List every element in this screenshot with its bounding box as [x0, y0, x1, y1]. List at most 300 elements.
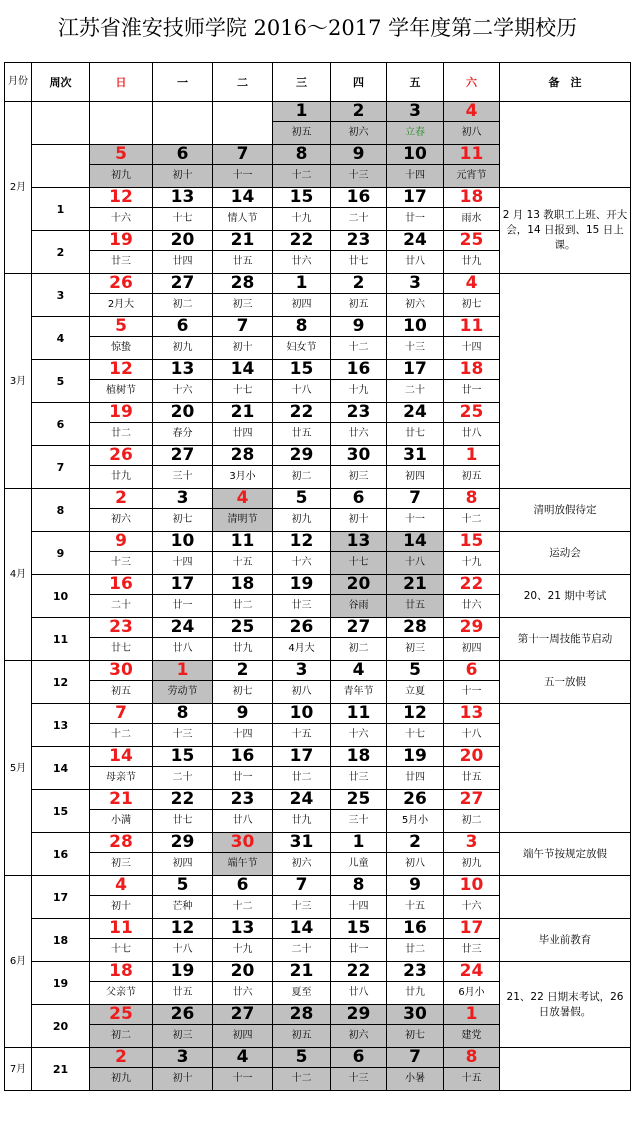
lunar-cell: 廿六 [273, 251, 331, 274]
date-cell: 4 [331, 661, 387, 681]
lunar-cell: 十四 [387, 165, 444, 188]
lunar-cell: 廿一 [444, 380, 500, 403]
date-cell: 21 [213, 403, 273, 423]
date-cell: 29 [331, 1005, 387, 1025]
lunar-cell: 初五 [331, 294, 387, 317]
date-cell: 18 [90, 962, 153, 982]
date-cell: 14 [387, 532, 444, 552]
lunar-cell: 初四 [387, 466, 444, 489]
lunar-cell: 初二 [444, 810, 500, 833]
date-cell: 22 [153, 790, 213, 810]
date-cell: 22 [273, 231, 331, 251]
lunar-cell: 初三 [387, 638, 444, 661]
date-cell: 13 [213, 919, 273, 939]
date-cell: 5 [387, 661, 444, 681]
date-cell: 30 [331, 446, 387, 466]
date-cell: 8 [444, 1048, 500, 1068]
lunar-cell: 植树节 [90, 380, 153, 403]
lunar-cell: 初七 [387, 1025, 444, 1048]
lunar-cell: 十三 [387, 337, 444, 360]
remark-cell [500, 1048, 631, 1091]
lunar-cell: 十八 [273, 380, 331, 403]
week-date-row [5, 919, 631, 939]
date-cell: 5 [273, 1048, 331, 1068]
lunar-cell: 十二 [213, 896, 273, 919]
lunar-cell: 十三 [331, 1068, 387, 1091]
date-cell: 7 [213, 145, 273, 165]
date-cell: 6 [331, 489, 387, 509]
header-thursday: 四 [331, 63, 387, 102]
week-date-row [5, 532, 631, 552]
lunar-cell: 廿四 [153, 251, 213, 274]
date-cell: 17 [273, 747, 331, 767]
date-cell: 18 [331, 747, 387, 767]
lunar-cell: 惊蛰 [90, 337, 153, 360]
date-cell: 6 [213, 876, 273, 896]
date-cell: 12 [273, 532, 331, 552]
week-number: 20 [32, 1005, 90, 1048]
lunar-cell: 十二 [331, 337, 387, 360]
lunar-cell: 初二 [331, 638, 387, 661]
date-cell: 8 [273, 317, 331, 337]
lunar-cell: 廿五 [387, 595, 444, 618]
lunar-cell: 廿七 [331, 251, 387, 274]
lunar-cell: 十九 [273, 208, 331, 231]
date-cell: 25 [331, 790, 387, 810]
date-cell: 21 [273, 962, 331, 982]
lunar-cell: 初七 [213, 681, 273, 704]
empty-day [213, 102, 273, 145]
date-cell: 1 [273, 274, 331, 294]
lunar-cell: 廿一 [213, 767, 273, 790]
lunar-cell: 二十 [90, 595, 153, 618]
school-calendar-table [4, 62, 631, 1091]
date-cell: 1 [444, 446, 500, 466]
lunar-cell: 十六 [444, 896, 500, 919]
lunar-cell: 十三 [90, 552, 153, 575]
month-label: 4月 [5, 489, 32, 661]
lunar-cell: 母亲节 [90, 767, 153, 790]
lunar-cell: 初五 [273, 122, 331, 145]
month-label: 5月 [5, 661, 32, 876]
lunar-cell: 十二 [273, 1068, 331, 1091]
date-cell: 12 [90, 360, 153, 380]
remark-cell: 毕业前教育 [500, 919, 631, 962]
date-cell: 4 [90, 876, 153, 896]
date-cell: 31 [387, 446, 444, 466]
lunar-cell: 初五 [444, 466, 500, 489]
date-cell: 1 [444, 1005, 500, 1025]
week-number: 9 [32, 532, 90, 575]
lunar-cell: 廿九 [213, 638, 273, 661]
month-label: 2月 [5, 102, 32, 274]
date-cell: 26 [90, 446, 153, 466]
date-cell: 12 [90, 188, 153, 208]
lunar-cell: 二十 [153, 767, 213, 790]
week-number: 3 [32, 274, 90, 317]
lunar-cell: 初五 [90, 681, 153, 704]
header-tuesday: 二 [213, 63, 273, 102]
date-cell: 15 [331, 919, 387, 939]
lunar-cell: 廿二 [213, 595, 273, 618]
week-number: 11 [32, 618, 90, 661]
lunar-cell: 初七 [444, 294, 500, 317]
header-remarks: 备 注 [500, 63, 631, 102]
lunar-cell: 立夏 [387, 681, 444, 704]
remark-cell: 运动会 [500, 532, 631, 575]
header-friday: 五 [387, 63, 444, 102]
lunar-cell: 夏至 [273, 982, 331, 1005]
date-cell: 18 [444, 188, 500, 208]
lunar-cell: 十四 [153, 552, 213, 575]
lunar-cell: 十一 [444, 681, 500, 704]
date-cell: 16 [387, 919, 444, 939]
date-cell: 15 [444, 532, 500, 552]
date-cell: 25 [90, 1005, 153, 1025]
week-date-row [5, 102, 631, 122]
date-cell: 30 [387, 1005, 444, 1025]
header-saturday: 六 [444, 63, 500, 102]
date-cell: 27 [213, 1005, 273, 1025]
date-cell: 31 [273, 833, 331, 853]
remark-cell [500, 876, 631, 919]
calendar-body [5, 102, 631, 1091]
lunar-cell: 十六 [331, 724, 387, 747]
date-cell: 4 [213, 1048, 273, 1068]
date-cell: 12 [387, 704, 444, 724]
date-cell: 15 [153, 747, 213, 767]
date-cell: 24 [387, 403, 444, 423]
date-cell: 11 [444, 317, 500, 337]
date-cell: 21 [213, 231, 273, 251]
date-cell: 15 [273, 360, 331, 380]
lunar-cell: 廿一 [331, 939, 387, 962]
date-cell: 9 [331, 317, 387, 337]
date-cell: 27 [331, 618, 387, 638]
date-cell: 8 [444, 489, 500, 509]
lunar-cell: 芒种 [153, 896, 213, 919]
date-cell: 24 [387, 231, 444, 251]
lunar-cell: 初十 [213, 337, 273, 360]
week-number [32, 145, 90, 188]
week-number: 4 [32, 317, 90, 360]
lunar-cell: 劳动节 [153, 681, 213, 704]
lunar-cell: 廿五 [273, 423, 331, 446]
lunar-cell: 十一 [213, 165, 273, 188]
date-cell: 30 [90, 661, 153, 681]
lunar-cell: 廿六 [444, 595, 500, 618]
date-cell: 17 [153, 575, 213, 595]
lunar-cell: 十九 [331, 380, 387, 403]
header-monday: 一 [153, 63, 213, 102]
lunar-cell: 十四 [331, 896, 387, 919]
date-cell: 14 [213, 188, 273, 208]
lunar-cell: 廿三 [273, 595, 331, 618]
lunar-cell: 初八 [387, 853, 444, 876]
lunar-cell: 5月小 [387, 810, 444, 833]
remark-cell [500, 704, 631, 833]
lunar-cell: 十八 [444, 724, 500, 747]
lunar-cell: 初四 [213, 1025, 273, 1048]
date-cell: 7 [213, 317, 273, 337]
lunar-cell: 初九 [444, 853, 500, 876]
lunar-cell: 初二 [90, 1025, 153, 1048]
lunar-cell: 廿五 [213, 251, 273, 274]
lunar-cell: 十七 [90, 939, 153, 962]
lunar-cell: 2月大 [90, 294, 153, 317]
date-cell: 13 [153, 188, 213, 208]
lunar-cell: 廿九 [90, 466, 153, 489]
date-cell: 10 [387, 317, 444, 337]
week-number: 2 [32, 231, 90, 274]
lunar-cell: 廿一 [387, 208, 444, 231]
date-cell: 14 [213, 360, 273, 380]
lunar-cell: 十六 [273, 552, 331, 575]
date-cell: 16 [213, 747, 273, 767]
lunar-cell: 十一 [387, 509, 444, 532]
lunar-cell: 谷雨 [331, 595, 387, 618]
lunar-cell: 4月大 [273, 638, 331, 661]
date-cell: 7 [273, 876, 331, 896]
lunar-cell: 十六 [153, 380, 213, 403]
week-date-row [5, 188, 631, 208]
lunar-cell: 廿五 [153, 982, 213, 1005]
date-cell: 9 [213, 704, 273, 724]
lunar-cell: 十五 [273, 724, 331, 747]
date-cell: 2 [90, 1048, 153, 1068]
week-date-row [5, 1048, 631, 1068]
lunar-cell: 廿八 [331, 982, 387, 1005]
lunar-cell: 十五 [387, 896, 444, 919]
week-number: 5 [32, 360, 90, 403]
lunar-cell: 清明节 [213, 509, 273, 532]
date-cell: 11 [444, 145, 500, 165]
date-cell: 5 [90, 317, 153, 337]
date-cell: 28 [90, 833, 153, 853]
lunar-cell: 初九 [90, 165, 153, 188]
date-cell: 22 [444, 575, 500, 595]
lunar-cell: 二十 [387, 380, 444, 403]
lunar-cell: 初八 [444, 122, 500, 145]
date-cell: 5 [153, 876, 213, 896]
week-number: 7 [32, 446, 90, 489]
lunar-cell: 廿二 [387, 939, 444, 962]
date-cell: 1 [153, 661, 213, 681]
date-cell: 3 [387, 102, 444, 122]
lunar-cell: 十三 [273, 896, 331, 919]
date-cell: 29 [273, 446, 331, 466]
week-number: 19 [32, 962, 90, 1005]
lunar-cell: 廿六 [331, 423, 387, 446]
lunar-cell: 廿七 [153, 810, 213, 833]
lunar-cell: 十三 [331, 165, 387, 188]
date-cell: 2 [331, 102, 387, 122]
remark-cell: 21、22 日期末考试，26 日放暑假。 [500, 962, 631, 1048]
week-number: 10 [32, 575, 90, 618]
date-cell: 1 [273, 102, 331, 122]
date-cell: 21 [387, 575, 444, 595]
lunar-cell: 十一 [213, 1068, 273, 1091]
lunar-cell: 廿八 [213, 810, 273, 833]
date-cell: 27 [153, 446, 213, 466]
week-number: 12 [32, 661, 90, 704]
lunar-cell: 雨水 [444, 208, 500, 231]
lunar-cell: 廿七 [387, 423, 444, 446]
date-cell: 9 [331, 145, 387, 165]
lunar-cell: 春分 [153, 423, 213, 446]
lunar-cell: 廿一 [153, 595, 213, 618]
week-number: 6 [32, 403, 90, 446]
lunar-cell: 初九 [90, 1068, 153, 1091]
lunar-cell: 十二 [444, 509, 500, 532]
lunar-cell: 初三 [153, 1025, 213, 1048]
lunar-cell: 初六 [387, 294, 444, 317]
date-cell: 13 [331, 532, 387, 552]
remark-cell: 第十一周技能节启动 [500, 618, 631, 661]
date-cell: 29 [153, 833, 213, 853]
remark-cell: 20、21 期中考试 [500, 575, 631, 618]
lunar-cell: 十七 [153, 208, 213, 231]
date-cell: 19 [153, 962, 213, 982]
date-cell: 5 [90, 145, 153, 165]
date-cell: 6 [153, 145, 213, 165]
date-cell: 13 [444, 704, 500, 724]
date-cell: 6 [331, 1048, 387, 1068]
date-cell: 10 [273, 704, 331, 724]
header-week: 周次 [32, 63, 90, 102]
header-wednesday: 三 [273, 63, 331, 102]
date-cell: 9 [387, 876, 444, 896]
lunar-cell: 廿三 [444, 939, 500, 962]
week-date-row [5, 274, 631, 294]
week-date-row [5, 833, 631, 853]
week-number: 18 [32, 919, 90, 962]
date-cell: 16 [331, 360, 387, 380]
lunar-cell: 十九 [213, 939, 273, 962]
lunar-cell: 立春 [387, 122, 444, 145]
date-cell: 12 [153, 919, 213, 939]
date-cell: 8 [273, 145, 331, 165]
date-cell: 15 [273, 188, 331, 208]
lunar-cell: 初六 [331, 122, 387, 145]
date-cell: 10 [387, 145, 444, 165]
date-cell: 7 [387, 1048, 444, 1068]
date-cell: 7 [387, 489, 444, 509]
lunar-cell: 廿三 [331, 767, 387, 790]
lunar-cell: 父亲节 [90, 982, 153, 1005]
date-cell: 22 [273, 403, 331, 423]
week-number: 1 [32, 188, 90, 231]
week-number: 13 [32, 704, 90, 747]
lunar-cell: 建党 [444, 1025, 500, 1048]
week-number [32, 102, 90, 145]
date-cell: 24 [273, 790, 331, 810]
lunar-cell: 三十 [153, 466, 213, 489]
calendar-title: 江苏省淮安技师学院 2016～2017 学年度第二学期校历 [57, 16, 578, 40]
date-cell: 24 [153, 618, 213, 638]
date-cell: 28 [387, 618, 444, 638]
lunar-cell: 青年节 [331, 681, 387, 704]
date-cell: 20 [153, 231, 213, 251]
date-cell: 14 [273, 919, 331, 939]
lunar-cell: 十三 [153, 724, 213, 747]
lunar-cell: 十四 [444, 337, 500, 360]
month-label: 6月 [5, 876, 32, 1048]
header-month: 月份 [5, 63, 32, 102]
lunar-cell: 十二 [90, 724, 153, 747]
week-date-row [5, 618, 631, 638]
date-cell: 22 [331, 962, 387, 982]
date-cell: 7 [90, 704, 153, 724]
date-cell: 13 [153, 360, 213, 380]
date-cell: 20 [331, 575, 387, 595]
date-cell: 28 [213, 446, 273, 466]
date-cell: 20 [444, 747, 500, 767]
date-cell: 27 [153, 274, 213, 294]
week-number: 15 [32, 790, 90, 833]
lunar-cell: 小满 [90, 810, 153, 833]
lunar-cell: 元宵节 [444, 165, 500, 188]
lunar-cell: 初六 [331, 1025, 387, 1048]
lunar-cell: 廿八 [153, 638, 213, 661]
date-cell: 19 [90, 403, 153, 423]
date-cell: 23 [387, 962, 444, 982]
date-cell: 28 [273, 1005, 331, 1025]
lunar-cell: 十六 [90, 208, 153, 231]
lunar-cell: 初三 [213, 294, 273, 317]
lunar-cell: 6月小 [444, 982, 500, 1005]
week-number: 17 [32, 876, 90, 919]
lunar-cell: 情人节 [213, 208, 273, 231]
lunar-cell: 初六 [90, 509, 153, 532]
date-cell: 3 [273, 661, 331, 681]
date-cell: 23 [213, 790, 273, 810]
date-cell: 19 [387, 747, 444, 767]
lunar-cell: 十七 [387, 724, 444, 747]
lunar-cell: 廿七 [90, 638, 153, 661]
date-cell: 3 [387, 274, 444, 294]
week-date-row [5, 489, 631, 509]
lunar-cell: 十八 [387, 552, 444, 575]
date-cell: 11 [331, 704, 387, 724]
date-cell: 18 [444, 360, 500, 380]
lunar-cell: 初六 [273, 853, 331, 876]
remark-cell: 端午节按规定放假 [500, 833, 631, 876]
empty-day [90, 102, 153, 145]
lunar-cell: 十七 [213, 380, 273, 403]
date-cell: 2 [331, 274, 387, 294]
week-number: 14 [32, 747, 90, 790]
lunar-cell: 初二 [153, 294, 213, 317]
lunar-cell: 初四 [444, 638, 500, 661]
date-cell: 3 [444, 833, 500, 853]
week-date-row [5, 575, 631, 595]
date-cell: 6 [444, 661, 500, 681]
date-cell: 2 [90, 489, 153, 509]
lunar-cell: 初十 [331, 509, 387, 532]
lunar-cell: 初十 [153, 1068, 213, 1091]
lunar-cell: 廿九 [273, 810, 331, 833]
lunar-cell: 初三 [90, 853, 153, 876]
date-cell: 24 [444, 962, 500, 982]
empty-day [153, 102, 213, 145]
lunar-cell: 初八 [273, 681, 331, 704]
date-cell: 23 [331, 231, 387, 251]
header-row [5, 63, 631, 102]
date-cell: 6 [153, 317, 213, 337]
lunar-cell: 儿童 [331, 853, 387, 876]
week-date-row [5, 661, 631, 681]
